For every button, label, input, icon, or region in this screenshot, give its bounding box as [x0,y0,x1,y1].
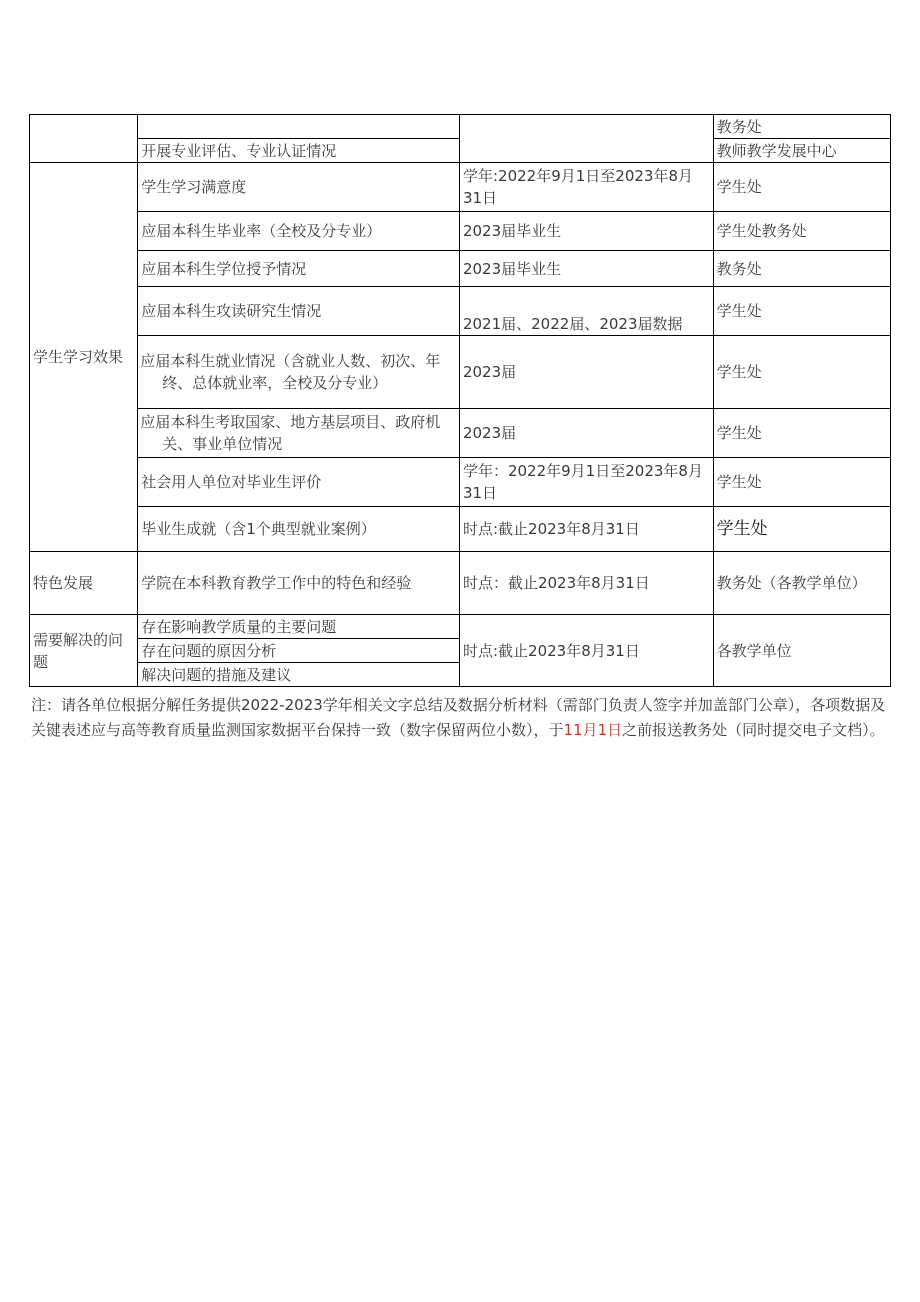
item-cell: 学生学习满意度 [138,163,460,212]
group-cell-learning: 学生学习效果 [30,163,138,552]
group-cell-feature: 特色发展 [30,552,138,615]
dept-cell: 各教学单位 [713,615,890,687]
item-cell: 解决问题的措施及建议 [138,663,460,687]
table-row [30,163,891,212]
time-cell: 时点：截止2023年8月31日 [459,552,713,615]
dept-cell: 教务处（各教学单位） [713,552,890,615]
footnote [31,693,886,743]
time-cell-empty [459,115,713,163]
time-cell: 2021届、2022届、2023届数据 [459,287,713,336]
time-cell: 学年:2022年9月1日至2023年8月31日 [459,163,713,212]
table-row [30,115,891,139]
dept-cell: 学生处 [713,163,890,212]
time-cell: 时点:截止2023年8月31日 [459,507,713,552]
item-cell: 应届本科生考取国家、地方基层项目、政府机关、事业单位情况 [138,409,460,458]
time-cell: 学年：2022年9月1日至2023年8月31日 [459,458,713,507]
table-row [30,458,891,507]
item-cell: 社会用人单位对毕业生评价 [138,458,460,507]
table-row [30,251,891,287]
indicator-table [29,114,891,687]
table-row [30,552,891,615]
dept-cell: 教务处 [713,115,890,139]
footnote-text-2: 之前报送教务处（同时提交电子文档）。 [622,721,885,739]
footnote-text-1: 注：请各单位根据分解任务提供2022-2023学年相关文字总结及数据分析材料（需部门负责人签字并加盖部门公章），各项数据及关键表述应与高等教育质量监测国家数据平台保持一致（数字保留两位小数），于 [31,696,886,739]
footnote-deadline: 11月1日 [563,721,623,739]
table-row [30,507,891,552]
time-cell: 2023届毕业生 [459,251,713,287]
dept-cell: 学生处 [713,507,890,552]
group-cell-problem: 需要解决的问题 [30,615,138,687]
time-cell: 2023届毕业生 [459,212,713,251]
dept-cell: 教师教学发展中心 [713,139,890,163]
table-row [30,336,891,409]
item-cell: 存在问题的原因分析 [138,639,460,663]
item-cell: 应届本科生学位授予情况 [138,251,460,287]
item-cell: 应届本科生毕业率（全校及分专业） [138,212,460,251]
dept-cell: 学生处 [713,458,890,507]
item-cell: 学院在本科教育教学工作中的特色和经验 [138,552,460,615]
item-cell: 应届本科生就业情况（含就业人数、初次、年终、总体就业率，全校及分专业） [138,336,460,409]
table-row [30,212,891,251]
table-row [30,287,891,336]
item-cell: 开展专业评估、专业认证情况 [138,139,460,163]
item-cell: 毕业生成就（含1个典型就业案例） [138,507,460,552]
item-cell: 存在影响教学质量的主要问题 [138,615,460,639]
item-cell [138,115,460,139]
dept-cell: 学生处教务处 [713,212,890,251]
time-cell: 时点:截止2023年8月31日 [459,615,713,687]
table-row [30,409,891,458]
table-row [30,615,891,639]
time-cell: 2023届 [459,409,713,458]
dept-cell: 学生处 [713,287,890,336]
group-cell-empty [30,115,138,163]
dept-cell: 教务处 [713,251,890,287]
dept-cell: 学生处 [713,409,890,458]
time-cell: 2023届 [459,336,713,409]
item-cell: 应届本科生攻读研究生情况 [138,287,460,336]
dept-cell: 学生处 [713,336,890,409]
